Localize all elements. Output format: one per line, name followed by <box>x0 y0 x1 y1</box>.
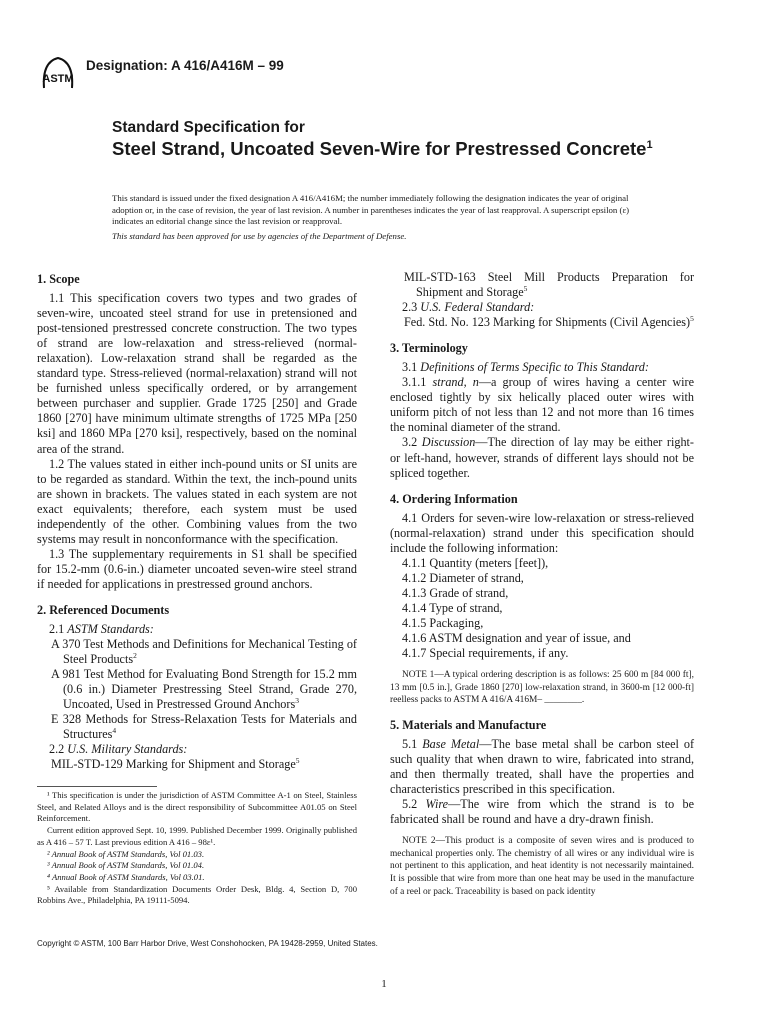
footnotes <box>37 790 357 907</box>
list-item: 4.1.1 Quantity (meters [feet]), <box>402 555 549 570</box>
page-number: 1 <box>381 978 387 990</box>
materials-wire: 5.2 Wire—The wire from which the strand is to be fabricated shall be round and have a dry-drawn finish. <box>390 797 695 827</box>
astm-logo-icon <box>40 54 76 94</box>
scope-1-2: 1.2 The values stated in either inch-pound units or SI units are to be regarded as standard. Within the text, the inch-pound units are shown in brackets. The values stated in each system are not exact equivalents; therefore, each system must be used independently of the other. Combining values from the two systems may result in nonconformance with the specification. <box>37 456 357 546</box>
footnote-1: ¹ This specification is under the jurisdiction of ASTM Committee A-1 on Steel, Stainless Steel, and Related Alloys and is the direct responsibility of Subcommittee A01.05 on Steel Reinforcement. <box>37 790 357 824</box>
footnote-divider <box>37 786 157 787</box>
astm-standards-label: 2.1 ASTM Standards: <box>49 622 154 637</box>
title-footnote-ref: 1 <box>646 138 653 151</box>
footnote-3: ³ Annual Book of ASTM Standards, Vol 01.04. <box>47 860 205 871</box>
designation: Designation: A 416/A416M – 99 <box>86 58 284 73</box>
terminology-heading: 3. Terminology <box>390 341 468 356</box>
ordering-4-1: 4.1 Orders for seven-wire low-relaxation or stress-relieved (normal-relaxation) strand under this specification should include the following information: <box>390 510 694 555</box>
title-block <box>112 118 672 159</box>
list-item: 4.1.3 Grade of strand, <box>402 585 509 600</box>
approved-notice: This standard has been approved for use by agencies of the Department of Defense. <box>112 230 407 241</box>
terminology-discussion: 3.2 Discussion—The direction of lay may be either right- or left-hand, however, strands of different lays should not be spliced together. <box>390 435 694 480</box>
ref-mil-129: MIL-STD-129 Marking for Shipment and Storage$^5$ <box>51 756 300 772</box>
issued-notice: This standard is issued under the fixed designation A 416/A416M; the number immediately following the designation indicates the year of original adoption or, in the case of revision, the year of last revision. A number in parentheses indicates the year of last reapproval. A superscript epsilon (ε) indicates an editorial change since the last revision or reapproval. <box>112 193 630 227</box>
logo-text: ASTM <box>42 73 74 85</box>
footnote-2: ² Annual Book of ASTM Standards, Vol 01.03. <box>47 848 205 859</box>
right-column <box>390 270 694 904</box>
note-2: NOTE 2—This product is a composite of seven wires and is produced to mechanical properties only. The chemistry of all wires or any individual wire is not pertinent to this application, and heat identity is not necessarily maintained. It is possible that wire from more than one heat may be used in the manufacture of a reel or pack. Traceability is based on pack identity <box>390 836 694 897</box>
ref-e328: E 328 Methods for Stress-Relaxation Tests for Materials and Structures$^4$ <box>51 712 357 742</box>
footnote-4: ⁴ Annual Book of ASTM Standards, Vol 03.01. <box>47 871 205 882</box>
ordering-heading: 4. Ordering Information <box>390 491 518 506</box>
note-1: NOTE 1—A typical ordering description is as follows: 25 600 m [84 000 ft], 13 mm [0.5 in.], Grade 1860 [270] low-relaxation strand, in 3600-m [12 000-ft] reelless packs to ASTM A 416/A 416M– ________. <box>390 670 694 706</box>
scope-1-1: 1.1 This specification covers two types and two grades of seven-wire, uncoated steel strand for use in pretensioned and post-tensioned prestressed concrete construction. The two types of strand are low-relaxation and stress-relieved (normal-relaxation). Low-relaxation strand shall be regarded as the standard type. Stress-relieved (normal-relaxation) strand will not be furnished unless specifically ordered, or by arrangement between purchaser and supplier. Grade 1725 [250] and Grade 1860 [270] have minimum ultimate strengths of 1725 MPa [250 ksi] and 1860 MPa [270 ksi], respectively, based on the nominal area of the strand. <box>37 291 357 456</box>
footnote-1b: Current edition approved Sept. 10, 1999. Published December 1999. Originally published as A 416 – 57 T. Last previous edition A 416 – 98ε¹. <box>37 825 357 847</box>
materials-heading: 5. Materials and Manufacture <box>390 717 547 732</box>
terminology-3-1: 3.1 Definitions of Terms Specific to This Standard: <box>402 360 649 375</box>
list-item: 4.1.4 Type of strand, <box>402 600 503 615</box>
military-standards-label: 2.2 U.S. Military Standards: <box>49 742 188 757</box>
scope-1-3: 1.3 The supplementary requirements in S1 shall be specified for 15.2-mm (0.6-in.) diameter uncoated seven-wire steel strand if needed for applications in prestressed ground anchors. <box>37 546 357 591</box>
page-title: Steel Strand, Uncoated Seven-Wire for Prestressed Concrete$^1$ <box>112 138 653 159</box>
footnote-5: ⁵ Available from Standardization Documents Order Desk, Bldg. 4, Section D, 700 Robbins Ave., Philadelphia, PA 19111-5094. <box>37 883 357 906</box>
copyright: Copyright © ASTM, 100 Barr Harbor Drive, West Conshohocken, PA 19428-2959, United States. <box>37 939 378 948</box>
referenced-heading: 2. Referenced Documents <box>37 602 170 617</box>
scope-heading: 1. Scope <box>37 272 80 286</box>
list-item: 4.1.5 Packaging, <box>402 615 484 630</box>
left-column <box>37 270 357 773</box>
list-item: 4.1.2 Diameter of strand, <box>402 570 524 585</box>
intro-notice <box>112 193 660 242</box>
list-item: 4.1.7 Special requirements, if any. <box>402 646 569 661</box>
ref-mil-163: MIL-STD-163 Steel Mill Products Preparation for Shipment and Storage$^5$ <box>404 270 694 300</box>
ref-fed-123: Fed. Std. No. 123 Marking for Shipments (Civil Agencies)$^5$ <box>404 314 694 330</box>
title-pre: Standard Specification for <box>112 119 305 136</box>
federal-standard-label: 2.3 U.S. Federal Standard: <box>402 300 535 315</box>
ref-a981: A 981 Test Method for Evaluating Bond Strength for 15.2 mm (0.6 in.) Diameter Prestressing Steel Strand, Grade 270, Uncoated, Used in Prestressed Ground Anchors$^3$ <box>51 667 357 712</box>
materials-base-metal: 5.1 Base Metal—The base metal shall be carbon steel of such quality that when drawn to wire, fabricated into strand, and then thermally treated, shall have the properties and characteristics prescribed in this specification. <box>390 736 695 797</box>
list-item: 4.1.6 ASTM designation and year of issue, and <box>402 631 631 646</box>
terminology-strand: 3.1.1 strand, n—a group of wires having a center wire enclosed tightly by six helically placed outer wires with uniform pitch of not less than 12 and not more than 16 times the nominal diameter of the strand. <box>390 375 695 435</box>
ref-a370: A 370 Test Methods and Definitions for Mechanical Testing of Steel Products$^2$ <box>51 637 357 667</box>
